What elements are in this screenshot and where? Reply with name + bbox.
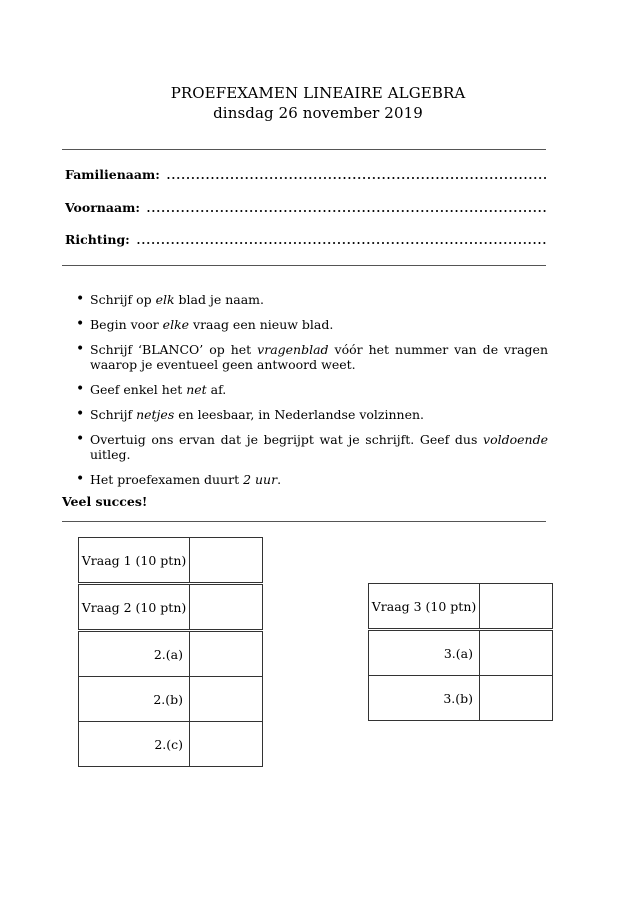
grading-table-left xyxy=(78,537,263,767)
grade-label-2c: 2.(c) xyxy=(79,722,190,767)
table-row xyxy=(79,538,263,583)
grade-label-2a: 2.(a) xyxy=(79,632,190,677)
instruction-item: • Schrijf op elk blad je naam. xyxy=(76,292,548,307)
instruction-item: • Begin voor elke vraag een nieuw blad. xyxy=(76,317,548,332)
table-row xyxy=(369,676,553,721)
table-row xyxy=(79,632,263,677)
field-familienaam[interactable] xyxy=(65,167,546,185)
field-voornaam[interactable] xyxy=(65,200,546,218)
grade-label-3b: 3.(b) xyxy=(369,676,480,721)
grade-label-2b: 2.(b) xyxy=(79,677,190,722)
field-richting[interactable] xyxy=(65,232,546,250)
exam-date: dinsdag 26 november 2019 xyxy=(213,104,423,122)
dotted-line xyxy=(166,169,546,179)
divider-middle xyxy=(62,265,546,266)
field-label: Familienaam: xyxy=(65,167,160,182)
score-box-2c[interactable] xyxy=(190,722,263,767)
grade-label-q3: Vraag 3 (10 ptn) xyxy=(369,584,480,629)
score-box-2a[interactable] xyxy=(190,632,263,677)
score-box-q1[interactable] xyxy=(190,538,263,583)
score-box-q3[interactable] xyxy=(480,584,553,629)
instruction-item: • Geef enkel het net af. xyxy=(76,382,548,397)
score-box-2b[interactable] xyxy=(190,677,263,722)
grade-label-3a: 3.(a) xyxy=(369,631,480,676)
instructions-list xyxy=(76,292,548,497)
table-row xyxy=(79,585,263,630)
score-box-3a[interactable] xyxy=(480,631,553,676)
instruction-item: • Het proefexamen duurt 2 uur. xyxy=(76,472,548,487)
instruction-item: • Schrijf ‘BLANCO’ op het vragenblad vóór het nummer van de vragen waarop je eventueel geen antwoord weet. xyxy=(76,342,548,372)
score-box-3b[interactable] xyxy=(480,676,553,721)
table-row xyxy=(369,631,553,676)
divider-bottom xyxy=(62,521,546,522)
table-row xyxy=(369,584,553,629)
dotted-line xyxy=(146,202,546,212)
divider-top xyxy=(62,149,546,150)
grade-label-q2: Vraag 2 (10 ptn) xyxy=(79,585,190,630)
score-box-q2[interactable] xyxy=(190,585,263,630)
field-label: Voornaam: xyxy=(65,200,140,215)
closing-text: Veel succes! xyxy=(62,494,148,509)
field-label: Richting: xyxy=(65,232,130,247)
dotted-line xyxy=(136,234,546,244)
table-row xyxy=(79,677,263,722)
grading-table-right xyxy=(368,583,553,721)
table-row xyxy=(79,722,263,767)
instruction-item: • Schrijf netjes en leesbaar, in Nederlandse volzinnen. xyxy=(76,407,548,422)
exam-title: PROEFEXAMEN LINEAIRE ALGEBRA xyxy=(170,84,466,102)
grade-label-q1: Vraag 1 (10 ptn) xyxy=(79,538,190,583)
instruction-item: • Overtuig ons ervan dat je begrijpt wat je schrijft. Geef dus voldoende uitleg. xyxy=(76,432,548,462)
